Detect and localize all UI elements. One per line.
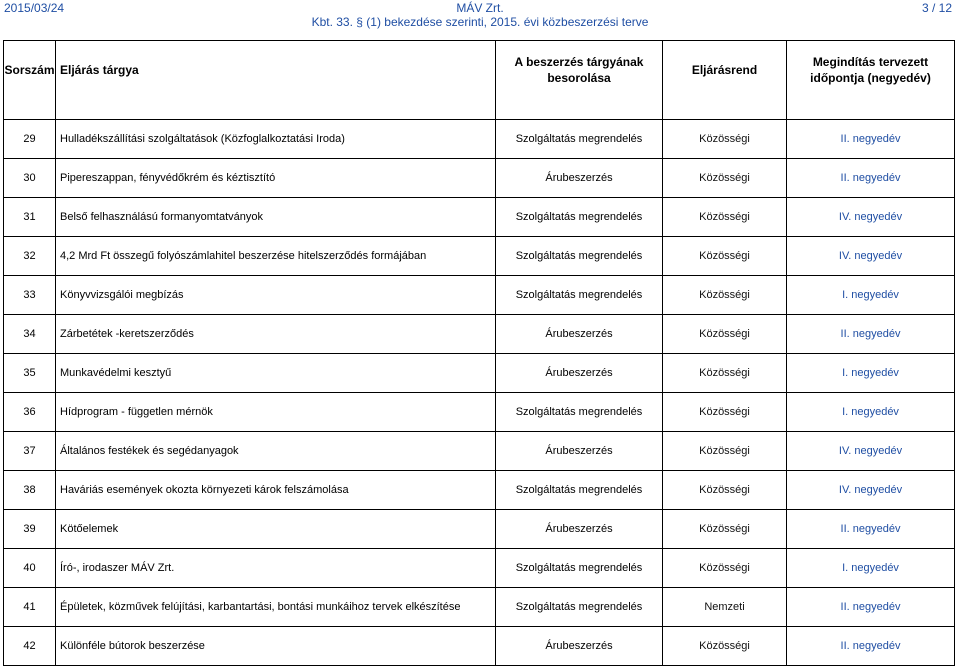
col-header-subject: Eljárás tárgya <box>56 41 496 100</box>
row-type: Szolgáltatás megrendelés <box>496 119 663 158</box>
row-subject: Általános festékek és segédanyagok <box>56 431 496 470</box>
row-type: Árubeszerzés <box>496 353 663 392</box>
row-type: Árubeszerzés <box>496 626 663 665</box>
row-number: 32 <box>4 236 56 275</box>
table-row <box>4 353 955 392</box>
row-subject: Könyvvizsgálói megbízás <box>56 275 496 314</box>
col-header-procedure: Eljárásrend <box>663 41 787 100</box>
table-row <box>4 626 955 665</box>
row-number: 37 <box>4 431 56 470</box>
row-procedure: Közösségi <box>663 392 787 431</box>
table-row <box>4 470 955 509</box>
row-number: 42 <box>4 626 56 665</box>
header-subtitle: Kbt. 33. § (1) bekezdése szerinti, 2015. évi közbeszerzési terve <box>311 15 649 29</box>
row-procedure: Közösségi <box>663 548 787 587</box>
row-number: 29 <box>4 119 56 158</box>
row-subject: Kötőelemek <box>56 509 496 548</box>
row-type: Árubeszerzés <box>496 314 663 353</box>
table-row <box>4 548 955 587</box>
row-procedure: Közösségi <box>663 509 787 548</box>
row-procedure: Nemzeti <box>663 587 787 626</box>
row-subject: Épületek, közművek felújítási, karbantartási, bontási munkáihoz tervek elkészítése <box>56 587 496 626</box>
row-subject: 4,2 Mrd Ft összegű folyószámlahitel beszerzése hitelszerződés formájában <box>56 236 496 275</box>
row-type: Árubeszerzés <box>496 431 663 470</box>
table-row <box>4 431 955 470</box>
table-row <box>4 392 955 431</box>
row-start-quarter: II. negyedév <box>787 158 955 197</box>
row-number: 35 <box>4 353 56 392</box>
row-number: 34 <box>4 314 56 353</box>
row-start-quarter: II. negyedév <box>787 119 955 158</box>
table-row <box>4 314 955 353</box>
row-start-quarter: IV. negyedév <box>787 431 955 470</box>
table-spacer-row <box>4 99 955 119</box>
procurement-table <box>3 40 955 666</box>
row-start-quarter: II. negyedév <box>787 587 955 626</box>
col-header-num: Sorszám <box>4 41 56 100</box>
row-type: Szolgáltatás megrendelés <box>496 275 663 314</box>
col-header-start: Megindítás tervezett időpontja (negyedév) <box>787 41 955 100</box>
table-row <box>4 275 955 314</box>
row-type: Szolgáltatás megrendelés <box>496 236 663 275</box>
row-number: 33 <box>4 275 56 314</box>
row-number: 36 <box>4 392 56 431</box>
row-subject: Zárbetétek -keretszerződés <box>56 314 496 353</box>
page-number: 3 / 12 <box>921 1 952 15</box>
row-type: Szolgáltatás megrendelés <box>496 392 663 431</box>
table-row <box>4 236 955 275</box>
row-type: Szolgáltatás megrendelés <box>496 548 663 587</box>
row-number: 30 <box>4 158 56 197</box>
row-start-quarter: II. negyedév <box>787 626 955 665</box>
row-subject: Különféle bútorok beszerzése <box>56 626 496 665</box>
row-number: 31 <box>4 197 56 236</box>
row-number: 41 <box>4 587 56 626</box>
table-row <box>4 119 955 158</box>
col-header-type: A beszerzés tárgyának besorolása <box>496 41 663 100</box>
row-start-quarter: I. negyedév <box>787 353 955 392</box>
row-number: 40 <box>4 548 56 587</box>
header-company: MÁV Zrt. <box>456 1 504 15</box>
row-subject: Író-, irodaszer MÁV Zrt. <box>56 548 496 587</box>
row-procedure: Közösségi <box>663 314 787 353</box>
row-start-quarter: II. negyedév <box>787 314 955 353</box>
header-date: 2015/03/24 <box>4 1 65 15</box>
row-type: Árubeszerzés <box>496 509 663 548</box>
row-subject: Haváriás események okozta környezeti károk felszámolása <box>56 470 496 509</box>
row-procedure: Közösségi <box>663 470 787 509</box>
row-start-quarter: II. negyedév <box>787 509 955 548</box>
row-start-quarter: IV. negyedév <box>787 470 955 509</box>
row-procedure: Közösségi <box>663 197 787 236</box>
row-start-quarter: IV. negyedév <box>787 197 955 236</box>
row-type: Árubeszerzés <box>496 158 663 197</box>
row-procedure: Közösségi <box>663 626 787 665</box>
row-subject: Munkavédelmi kesztyű <box>56 353 496 392</box>
table-row <box>4 197 955 236</box>
row-procedure: Közösségi <box>663 119 787 158</box>
table-header-row <box>4 41 955 100</box>
row-procedure: Közösségi <box>663 236 787 275</box>
row-subject: Hídprogram - független mérnök <box>56 392 496 431</box>
row-number: 39 <box>4 509 56 548</box>
table-row <box>4 158 955 197</box>
row-subject: Hulladékszállítási szolgáltatások (Közfoglalkoztatási Iroda) <box>56 119 496 158</box>
table-row <box>4 509 955 548</box>
row-subject: Belső felhasználású formanyomtatványok <box>56 197 496 236</box>
row-type: Szolgáltatás megrendelés <box>496 587 663 626</box>
row-procedure: Közösségi <box>663 353 787 392</box>
page-header <box>0 0 960 40</box>
row-subject: Pipereszappan, fényvédőkrém és kéztisztító <box>56 158 496 197</box>
row-start-quarter: I. negyedév <box>787 275 955 314</box>
table-row <box>4 587 955 626</box>
row-start-quarter: I. negyedév <box>787 548 955 587</box>
row-start-quarter: I. negyedév <box>787 392 955 431</box>
row-number: 38 <box>4 470 56 509</box>
row-procedure: Közösségi <box>663 275 787 314</box>
row-type: Szolgáltatás megrendelés <box>496 197 663 236</box>
row-procedure: Közösségi <box>663 158 787 197</box>
row-start-quarter: IV. negyedév <box>787 236 955 275</box>
row-type: Szolgáltatás megrendelés <box>496 470 663 509</box>
row-procedure: Közösségi <box>663 431 787 470</box>
